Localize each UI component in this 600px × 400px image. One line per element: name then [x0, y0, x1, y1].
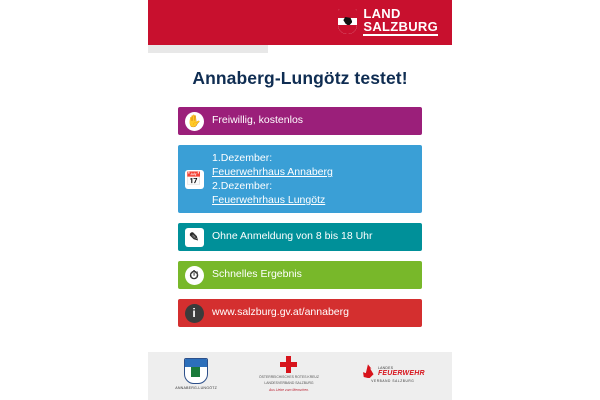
feuerwehr-line-2: FEUERWEHR — [377, 369, 425, 377]
termin-1-location: Feuerwehrhaus Annaberg — [212, 166, 333, 178]
gemeinde-caption: ANNABERG-LUNGÖTZ — [175, 385, 218, 390]
info-row-ergebnis-label: Schnelles Ergebnis — [212, 268, 302, 281]
feuerwehr-logo-text — [378, 366, 425, 377]
calendar-icon-box — [178, 145, 210, 213]
municipal-crest-icon — [184, 358, 208, 384]
stopwatch-icon: ⏱ — [185, 266, 204, 285]
stopwatch-icon-box — [178, 261, 210, 289]
info-row-website[interactable] — [178, 299, 422, 327]
calendar-icon: 📅 — [185, 170, 204, 189]
feuerwehr-logo — [361, 364, 425, 383]
no-registration-icon: ✎ — [185, 228, 204, 247]
info-row-freiwillig — [178, 107, 422, 135]
logo-line-1: LAND — [363, 6, 401, 21]
poster — [148, 0, 452, 400]
info-row-freiwillig-label: Freiwillig, kostenlos — [212, 114, 304, 127]
termin-2-date: 2.Dezember: — [212, 180, 273, 192]
rotes-kreuz-slogan: Aus Liebe zum Menschen. — [268, 388, 309, 392]
info-rows — [178, 107, 422, 337]
info-icon-box — [178, 299, 210, 327]
salzburg-coat-of-arms-icon — [338, 9, 357, 34]
termin-1-date: 1.Dezember: — [212, 152, 273, 164]
info-row-termine-text — [210, 145, 341, 213]
feuerwehr-line-3: VERBAND SALZBURG — [371, 379, 415, 384]
no-registration-icon-box — [178, 223, 210, 251]
website-url-label[interactable]: www.salzburg.gv.at/annaberg — [212, 306, 349, 319]
rotes-kreuz-logo — [259, 356, 319, 392]
termin-2-location: Feuerwehrhaus Lungötz — [212, 194, 326, 206]
footer-logos — [148, 356, 452, 392]
hand-stop-icon: ✋ — [185, 112, 204, 131]
info-row-ergebnis — [178, 261, 422, 289]
flame-icon — [361, 364, 375, 378]
rotes-kreuz-line-2: LANDESVERBAND SALZBURG — [264, 381, 314, 386]
rotes-kreuz-line-1: ÖSTERREICHISCHES ROTES KREUZ — [259, 374, 319, 379]
info-row-anmeldung — [178, 223, 422, 251]
gemeinde-wappen-logo — [175, 358, 217, 390]
info-icon: i — [185, 304, 204, 323]
info-row-anmeldung-label: Ohne Anmeldung von 8 bis 18 Uhr — [212, 230, 373, 243]
header-shadow-strip — [148, 45, 268, 53]
feuerwehr-logo-top — [361, 364, 425, 378]
logo-text — [363, 7, 438, 36]
hand-stop-icon-box — [178, 107, 210, 135]
page-title: Annaberg-Lungötz testet! — [192, 68, 408, 88]
logo-line-2: SALZBURG — [363, 19, 438, 34]
feuerwehr-line-1: LANDES — [377, 365, 394, 370]
info-row-termine — [178, 145, 422, 213]
red-cross-icon — [280, 356, 297, 373]
land-salzburg-logo — [338, 7, 438, 36]
